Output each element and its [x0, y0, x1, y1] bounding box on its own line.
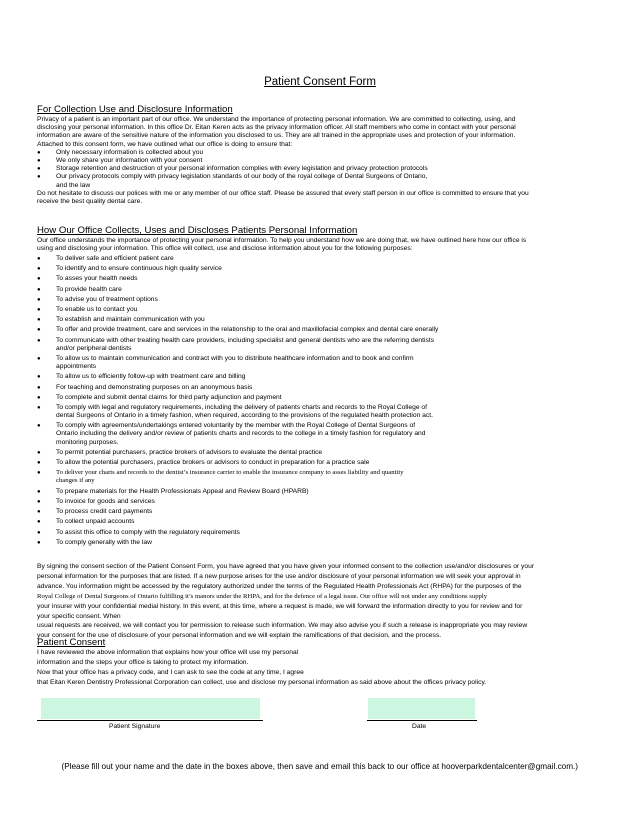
list-item-text: monitoring purposes. — [56, 438, 119, 446]
section-heading-patient-consent: Patient Consent — [37, 637, 106, 648]
bullet-icon: ● — [37, 384, 41, 391]
bullet-icon: ● — [37, 394, 41, 401]
bullet-icon: ● — [37, 404, 41, 411]
bullet-icon: ● — [37, 149, 41, 156]
text-line: personal information for the purposes that are listed. If a new purpose arises for the use and/or disclosure of your personal information we will seek your approval in — [37, 572, 521, 580]
text-line: I have reviewed the above information that explains how your office will use my personal — [37, 649, 299, 656]
bullet-icon: ● — [37, 460, 41, 467]
list-item-text: To allow us to maintain communication and contract with you to distribute healthcare information and to book and confirm — [56, 354, 414, 362]
bullet-icon: ● — [37, 529, 41, 536]
text-line: Privacy of a patient is an important part of our office. We understand the importance of protecting personal information. We are committed to collecting, using, and — [37, 116, 516, 123]
bullet-icon: ● — [37, 327, 41, 334]
list-item-text: Storage retention and destruction of your personal information complies with every legislation and privacy protection protocols — [56, 165, 428, 173]
bullet-icon: ● — [37, 519, 41, 526]
list-item-text: To enable us to contact you — [56, 305, 138, 313]
text-line: disclosing your personal information. In this office Dr. Eitan Keren acts as the privacy information officer. All staff members who come in contact with your personal — [37, 124, 516, 132]
text-line: advance. You information might be accessed by the regulatory authorized under the terms of the Regulated Health Professionals Act (RHPA) for the purposes of the — [37, 582, 522, 590]
list-item-text: To deliver your charts and records to the dentist’s insurance carrier to enable the insurance company to asses liability and quantity — [56, 469, 404, 477]
list-item-text: To permit potential purchasers, practice brokers of advisors to evaluate the dental practice — [56, 448, 323, 456]
patient-signature-field[interactable] — [41, 698, 260, 719]
list-item-text: changes if any — [56, 477, 95, 485]
bullet-icon: ● — [37, 286, 41, 293]
page-title: Patient Consent Form — [264, 76, 376, 88]
text-line: By signing the consent section of the Patient Consent Form, you have agreed that you have given your informed consent to the collection use/and/or disclosures or your — [37, 563, 535, 570]
list-item-text: To complete and submit dental claims for third party adjunction and payment — [56, 393, 282, 401]
text-line: that Eitan Keren Dentistry Professional Corporation can collect, use and disclose my personal information as said above about the offices privacy policy. — [37, 679, 487, 686]
text-line: receive the best quality dental care. — [37, 198, 143, 205]
bullet-icon: ● — [37, 255, 41, 262]
footer-instructions: (Please fill out your name and the date in the boxes above, then save and email this back to our office at hooverparkdentalcenter@gmail.com.) — [61, 762, 579, 771]
list-item-text: and/or peripheral dentists — [56, 344, 132, 352]
list-item-text: dental Surgeons of Ontario in a timely fashion, when required, according to the provisions of the regulated health protection act. — [56, 412, 433, 420]
text-line: Our office understands the importance of protecting your personal information. To help you understand how we are doing that, we have outlined here how our office is — [37, 237, 527, 244]
list-item-text: To comply with agreements/undertakings entered voluntarily by the member with the Royal College of Dental Surgeons of — [56, 422, 416, 430]
list-item-text: To identify and to ensure continuous high quality service — [56, 265, 222, 273]
bullet-icon: ● — [37, 355, 41, 362]
list-item-text: To process credit card payments — [56, 508, 153, 516]
bullet-icon: ● — [37, 166, 41, 173]
list-item-text: For teaching and demonstrating purposes on an anonymous basis — [56, 383, 253, 391]
bullet-icon: ● — [37, 509, 41, 516]
bullet-icon: ● — [37, 306, 41, 313]
bullet-icon: ● — [37, 317, 41, 324]
list-item-text: To establish and maintain communication with you — [56, 316, 205, 324]
list-item-text: To deliver safe and efficient patient care — [56, 254, 174, 262]
list-item-text: To comply with legal and regulatory requirements, including the delivery of patients charts and records to the Royal College of — [56, 403, 427, 411]
bullet-icon: ● — [37, 276, 41, 283]
list-item-text: To allow the potential purchasers, practice brokers or advisors to conduct in preparation for a practice sale — [56, 459, 370, 467]
text-line: usual requests are received, we will contact you for permission to release such information. We may also advise you if such a release is inappropriate you may review — [37, 622, 528, 630]
list-item-text: To offer and provide treatment, care and services in the relationship to the oral and maxillofacial complex and dental care enerally — [56, 326, 439, 334]
list-item-text: To invoice for goods and services — [56, 497, 155, 505]
text-line: Attached to this consent form, we have outlined what our office is doing to ensure that: — [37, 140, 293, 148]
text-line: Royal College of Dental Surgeons of Ontario fulfilling it’s manors under the RHPA, and for the defence of a legal issue. Our office will not under any conditions supply — [37, 592, 488, 600]
list-item-text: To comply generally with the law — [56, 538, 152, 546]
text-line: your specific consent. When — [37, 612, 121, 620]
list-item-text: To prepare materials for the Health Professionals Appeal and Review Board (HPARB) — [56, 487, 309, 495]
list-item-text: To asses your health needs — [56, 275, 138, 283]
bullet-icon: ● — [37, 488, 41, 495]
list-item-text: Ontario including the delivery and/or review of patients charts and records to the college in a timely fashion for regulatory and — [56, 430, 426, 438]
date-line — [367, 720, 477, 721]
list-item-text: We only share your information with your consent — [56, 157, 203, 164]
text-line: using and disclosing your information. This office will collect, use and disclose information about you for the following purposes: — [37, 245, 413, 253]
bullet-icon: ● — [37, 296, 41, 303]
list-item-text: To communicate with other treating health care providers, including specialist and general dentists who are the referring dentists — [56, 336, 435, 344]
date-field[interactable] — [368, 698, 475, 719]
list-item-text: To collect unpaid accounts — [56, 518, 135, 526]
bullet-icon: ● — [37, 337, 41, 344]
bullet-icon: ● — [37, 470, 41, 477]
text-line: information are aware of the sensitive nature of the information you disclosed to us. They are all trained in the appropriate uses and protection of your information. — [37, 132, 516, 140]
text-line: Do not hesitate to discuss our polices with me or any member of our office staff. Please be assured that every staff person in our office is committed to ensure that you — [37, 189, 529, 197]
patient-signature-line — [37, 720, 263, 721]
bullet-icon: ● — [37, 449, 41, 456]
list-item-text: To allow us to efficiently follow-up with treatment care and billing — [56, 373, 246, 381]
bullet-icon: ● — [37, 266, 41, 273]
list-item-text: and the law — [56, 181, 91, 189]
date-label: Date — [412, 723, 427, 730]
list-item-text: To advise you of treatment options — [56, 295, 158, 303]
bullet-icon: ● — [37, 374, 41, 381]
list-item-text: To assist this office to comply with the regulatory requirements — [56, 528, 240, 536]
bullet-icon: ● — [37, 158, 41, 164]
text-line: Now that your office has a privacy code, and I can ask to see the code at any time, I agree — [37, 669, 304, 676]
list-item-text: To provide health care — [56, 285, 122, 293]
bullet-icon: ● — [37, 539, 41, 546]
text-line: your insurer with your confidential medial history. In this event, at this time, where a request is made, we will forward the information directly to you for review and for — [37, 602, 523, 610]
list-item-text: appointments — [56, 363, 97, 371]
list-item-text: Only necessary information is collected about you — [56, 148, 204, 156]
section-heading-how-we-collect: How Our Office Collects, Uses and Discloses Patients Personal Information — [37, 225, 358, 236]
patient-signature-label: Patient Signature — [109, 723, 161, 730]
bullet-icon: ● — [37, 174, 41, 181]
text-line: information and the steps your office is taking to protect my information. — [37, 659, 249, 666]
bullet-icon: ● — [37, 423, 41, 430]
bullet-icon: ● — [37, 498, 41, 505]
list-item-text: Our privacy protocols comply with privacy legislation standards of our body of the royal college of Dental Surgeons of Ontario, — [56, 173, 428, 181]
section-heading-collection: For Collection Use and Disclosure Information — [37, 104, 233, 115]
text-line: your consent for the use of disclosure of your personal information and we will explain the ramifications of that decision, and the process. — [37, 632, 442, 640]
